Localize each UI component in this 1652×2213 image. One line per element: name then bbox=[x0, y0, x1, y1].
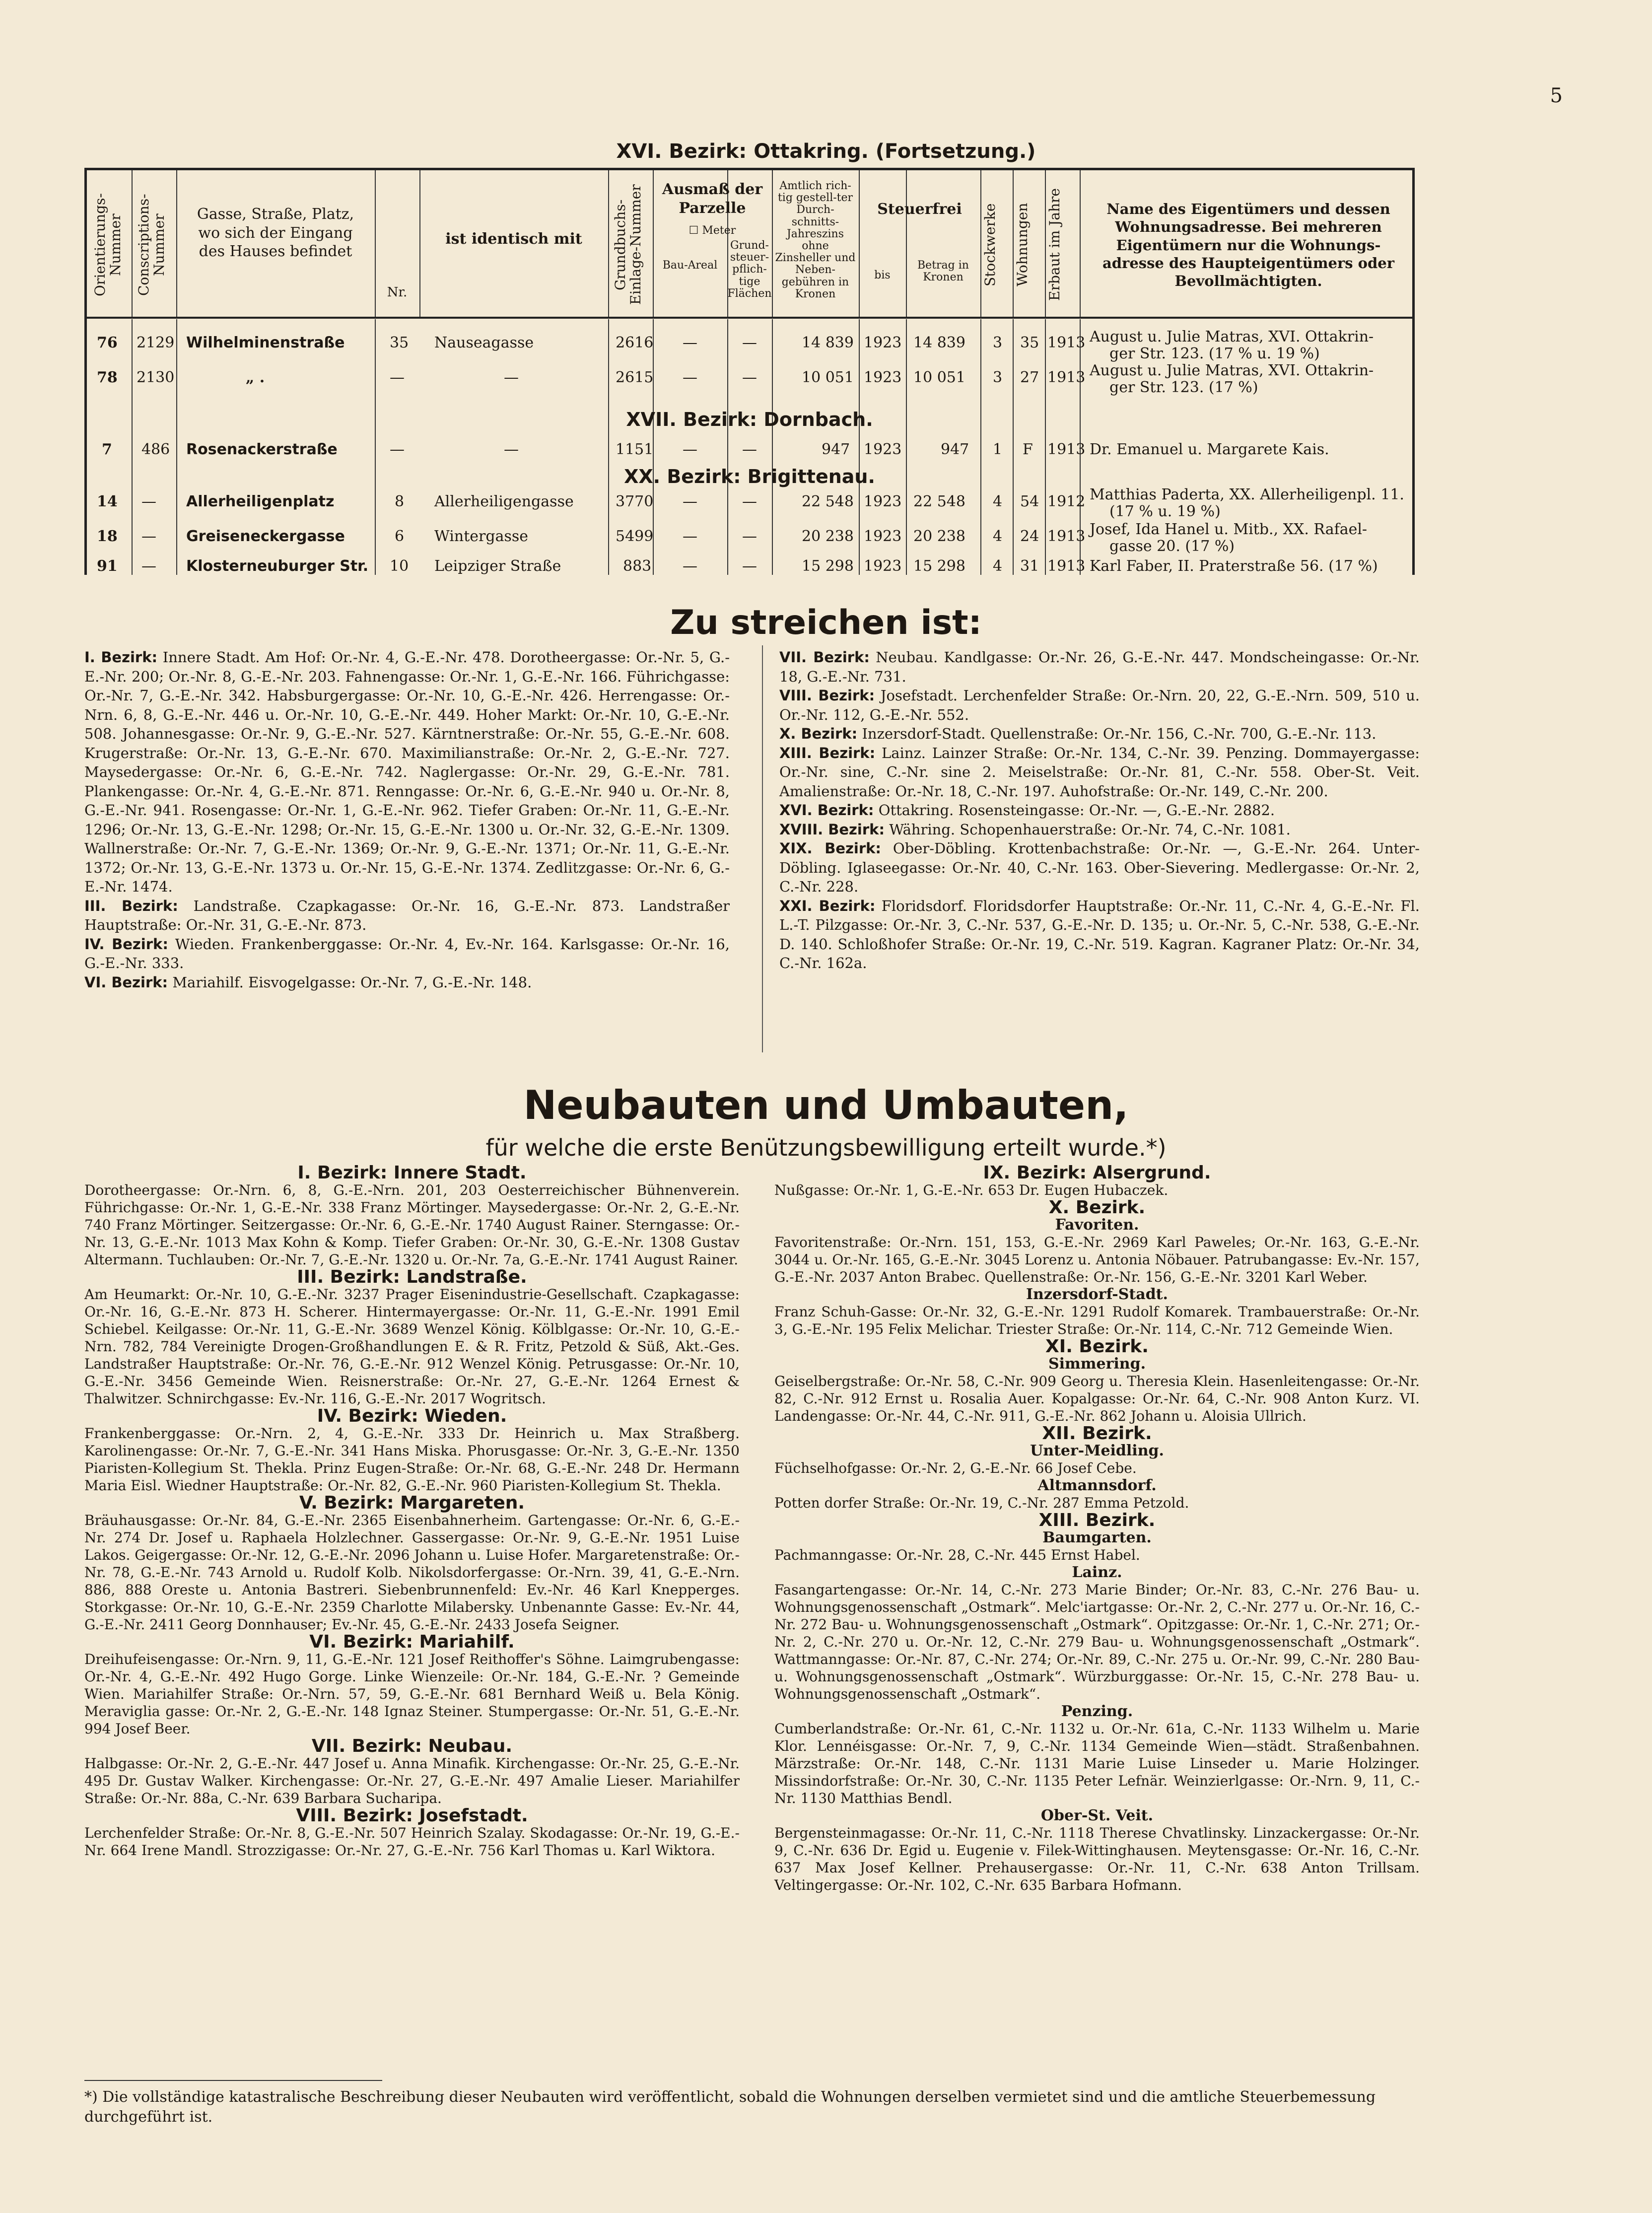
locality-heading: Ober-St. Veit. bbox=[1040, 1807, 1154, 1824]
list-item: Am Heumarkt: Or.-Nr. 10, G.-E.-Nr. 3237 Prager Eisenindustrie-Gesellschaft. Czapkagasse: Or.-Nr. 16, G.-E.-Nr. 873 H. Scherer. Hintermayergasse: Or.-Nr. 11, G.-E.-Nr. 1991 Emil Schiebel. Keilgasse: Or.-Nr. 11, G.-E.-Nr. 3689 Wenzel König. Kölblgasse: Or.-Nr. 10, G.-E.-Nrn. 782, 784 Vereinigte Drogen-Großhandlungen E. & R. Fritz, Petzold & Süß, Akt.-Ges. Landstraßer Hauptstraße: Or.-Nr. 76, G.-E.-Nr. 912 Wenzel König. Petrusgasse: Or.-Nr. 10, G.-E.-Nr. 3456 Gemeinde Wien. Reisnerstraße: Or.-Nr. 27, G.-E.-Nr. 1264 Ernest & Thalwitzer. Schnirchgasse: Ev.-Nr. 116, G.-E.-Nr. 2017 Wogritsch. bbox=[84, 1286, 740, 1407]
table-row: 14 — Allerheiligenplatz 8 Allerheiligengasse 3770 — — 22 548 1923 22 548 4 54 1912 Matthias Paderta, XX. Allerheiligenpl. 11. (17 % u. 19 %) bbox=[97, 486, 1404, 520]
district-heading: V. Bezirk: Margareten. bbox=[299, 1493, 525, 1513]
table-row: 76 2129 Wilhelminenstraße 35 Nauseagasse 2616 — — 14 839 1923 14 839 3 35 1913 August u. Julie Matras, XVI. Ottakrin- ger Str. 123. (17 % u. 19 %) bbox=[97, 328, 1374, 362]
col-nr: Nr. bbox=[387, 285, 408, 300]
table-title: XVI. Bezirk: Ottakring. (Fortsetzung.) bbox=[616, 140, 1036, 163]
district-heading: IX. Bezirk: Alsergrund. bbox=[983, 1163, 1211, 1183]
locality-heading: Baumgarten. bbox=[1042, 1529, 1152, 1546]
list-item: Dreihufeisengasse: Or.-Nrn. 9, 11, G.-E.-Nr. 121 Josef Reithoffer's Söhne. Laimgrubengasse: Or.-Nr. 4, G.-E.-Nr. 492 Hugo Gorge. Linke Wienzeile: Or.-Nr. 184, G.-E.-Nr. ? Gemeinde Wien. Mariahilfer Straße: Or.-Nrn. 57, 59, G.-E.-Nr. 681 Bernhard Weiß u. Bela König. Meraviglia gasse: Or.-Nr. 2, G.-E.-Nr. 148 Ignaz Steiner. Stumpergasse: Or.-Nr. 51, G.-E.-Nr. 994 Josef Beer. bbox=[84, 1651, 740, 1737]
list-item: Halbgasse: Or.-Nr. 2, G.-E.-Nr. 447 Josef u. Anna Minafik. Kirchengasse: Or.-Nr. 25, G.-E.-Nr. 495 Dr. Gustav Walker. Kirchengasse: Or.-Nr. 27, G.-E.-Nr. 497 Amalie Lieser. Mariahilfer Straße: Or.-Nr. 88a, C.-Nr. 639 Barbara Sucharipa. bbox=[84, 1755, 740, 1806]
list-item: XIX. Bezirk: Ober-Döbling. Krottenbachstraße: Or.-Nr. —, G.-E.-Nr. 264. Unter-Döbling. Iglaseegasse: Or.-Nr. 40, C.-Nr. 163. Ober-Sievering. Medlergasse: Or.-Nr. 2, C.-Nr. 228. bbox=[779, 840, 1420, 895]
locality-heading: Favoriten. bbox=[1055, 1216, 1139, 1234]
list-item: Fasangartengasse: Or.-Nr. 14, C.-Nr. 273 Marie Binder; Or.-Nr. 83, C.-Nr. 276 Bau- u. Wohnungsgenossenschaft „Ostmark“. Melc'iartgasse: Or.-Nr. 2, C.-Nr. 277 u. Or.-Nr. 16, C.-Nr. 272 Bau- u. Wohnungsgenossenschaft „Ostmark“. Opitzgasse: Or.-Nr. 1, C.-Nr. 271; Or.-Nr. 2, C.-Nr. 270 u. Or.-Nr. 12, C.-Nr. 279 Bau- u. Wohnungsgenossenschaft „Ostmark“. Wattmanngasse: Or.-Nr. 87, C.-Nr. 274; Or.-Nr. 89, C.-Nr. 275 u. Or.-Nr. 99, C.-Nr. 280 Bau- u. Wohnungsgenossenschaft „Ostmark“. Würzburggasse: Or.-Nr. 15, C.-Nr. 278 Bau- u. Wohnungsgenossenschaft „Ostmark“. bbox=[774, 1582, 1420, 1702]
district-heading: XI. Bezirk. bbox=[1045, 1336, 1149, 1357]
table-row: 91 — Klosterneuburger Str. 10 Leipziger Straße 883 — — 15 298 1923 15 298 4 31 1913 Karl Faber, II. Praterstraße 56. (17 %) bbox=[97, 557, 1378, 575]
locality-heading: Altmannsdorf. bbox=[1037, 1477, 1157, 1494]
list-item: Cumberlandstraße: Or.-Nr. 61, C.-Nr. 1132 u. Or.-Nr. 61a, C.-Nr. 1133 Wilhelm u. Marie Klor. Lennéisgasse: Or.-Nr. 7, 9, C.-Nr. 1134 Gemeinde Wien—städt. Straßenbahnen. Märzstraße: Or.-Nr. 148, C.-Nr. 1131 Marie Luise Linseder u. Marie Holzinger. Missindorfstraße: Or.-Nr. 30, C.-Nr. 1135 Peter Lefnär. Weinzierlgasse: Or.-Nrn. 9, 11, C.-Nr. 1130 Matthias Bendl. bbox=[774, 1721, 1420, 1806]
col-amtlich: Amtlich rich-tig gestell-ter Durch-schnitts-Jahreszins ohne Zinsheller und Neben-gebühren in Kronen bbox=[775, 180, 856, 300]
district-heading: VI. Bezirk: Mariahilf. bbox=[309, 1632, 515, 1652]
locality-heading: Simmering. bbox=[1048, 1355, 1146, 1373]
list-item: VIII. Bezirk: Josefstadt. Lerchenfelder Straße: Or.-Nrn. 20, 22, G.-E.-Nrn. 509, 510 u. Or.-Nr. 112, G.-E.-Nr. 552. bbox=[779, 687, 1420, 723]
list-item: VI. Bezirk: Mariahilf. Eisvogelgasse: Or.-Nr. 7, G.-E.-Nr. 148. bbox=[84, 973, 532, 991]
col-steuerfrei: Steuerfrei bbox=[877, 201, 962, 218]
col-ausmass: Ausmaß der Parzelle bbox=[662, 181, 763, 217]
list-item: Franz Schuh-Gasse: Or.-Nr. 32, G.-E.-Nr. 1291 Rudolf Komarek. Trambauerstraße: Or.-Nr. 3, G.-E.-Nr. 195 Felix Melichar. Triester Straße: Or.-Nr. 114, C.-Nr. 712 Gemeinde Wien. bbox=[774, 1304, 1420, 1337]
list-item: III. Bezirk: Landstraße. Czapkagasse: Or.-Nr. 16, G.-E.-Nr. 873. Landstraßer Hauptstraße: Or.-Nr. 31, G.-E.-Nr. 873. bbox=[84, 897, 730, 933]
col-orientierung: Orientierungs-Nummer bbox=[92, 193, 124, 296]
locality-heading: Unter-Meidling. bbox=[1030, 1442, 1164, 1459]
col-stockwerke: Stockwerke bbox=[982, 203, 998, 286]
strike-title: Zu streichen ist: bbox=[670, 603, 982, 642]
list-item: Frankenberggasse: Or.-Nrn. 2, 4, G.-E.-Nr. 333 Dr. Heinrich u. Max Straßberg. Karolinengasse: Or.-Nr. 7, G.-E.-Nr. 341 Hans Miska. Phorusgasse: Or.-Nr. 3, G.-E.-Nr. 1350 Piaristen-Kollegium St. Thekla. Prinz Eugen-Straße: Or.-Nr. 68, G.-E.-Nr. 248 Dr. Hermann Maria Eisl. Wiedner Hauptstraße: Or.-Nr. 82, G.-E.-Nr. 960 Piaristen-Kollegium St. Thekla. bbox=[84, 1425, 740, 1494]
list-item: Bergensteinmagasse: Or.-Nr. 11, C.-Nr. 1118 Therese Chvatlinsky. Linzackergasse: Or.-Nr. 9, C.-Nr. 636 Dr. Egid u. Eugenie v. Filek-Wittinghausen. Meytensgasse: Or.-Nr. 16, C.-Nr. 637 Max Josef Kellner. Prehausergasse: Or.-Nr. 11, C.-Nr. 638 Anton Trillsam. Veltingergasse: Or.-Nr. 102, C.-Nr. 635 Barbara Hofmann. bbox=[774, 1825, 1420, 1893]
strike-left-column bbox=[84, 648, 730, 992]
col-conscription: Conscriptions-Nummer bbox=[136, 194, 167, 296]
locality-heading: Inzersdorf-Stadt. bbox=[1026, 1286, 1168, 1303]
page-number: 5 bbox=[1550, 84, 1563, 107]
district-heading: X. Bezirk. bbox=[1048, 1197, 1146, 1218]
col-betrag: Betrag in Kronen bbox=[917, 259, 969, 284]
col-bauareal: Bau-Areal bbox=[662, 259, 718, 272]
district-heading: VIII. Bezirk: Josefstadt. bbox=[296, 1805, 528, 1826]
neubauten-subtitle: für welche die erste Benützungsbewilligung erteilt wurde.*) bbox=[485, 1134, 1167, 1161]
col-bis: bis bbox=[874, 269, 891, 281]
list-item: Geiselbergstraße: Or.-Nr. 58, C.-Nr. 909 Georg u. Theresia Klein. Hasenleitengasse: Or.-Nr. 82, C.-Nr. 912 Ernst u. Rosalia Auer. Kopalgasse: Or.-Nr. 64, C.-Nr. 908 Anton Kurz. VI. Landengasse: Or.-Nr. 44, C.-Nr. 911, G.-E.-Nr. 862 Johann u. Aloisia Ullrich. bbox=[774, 1373, 1420, 1424]
list-item: Lerchenfelder Straße: Or.-Nr. 8, G.-E.-Nr. 507 Heinrich Szalay. Skodagasse: Or.-Nr. 19, G.-E.-Nr. 664 Irene Mandl. Strozzigasse: Or.-Nr. 27, G.-E.-Nr. 756 Karl Thomas u. Karl Wiktora. bbox=[84, 1825, 740, 1859]
strike-right-column bbox=[779, 648, 1420, 973]
section-xvii: XVII. Bezirk: Dornbach. bbox=[626, 409, 873, 430]
list-item: Pachmanngasse: Or.-Nr. 28, C.-Nr. 445 Ernst Habel. bbox=[774, 1547, 1140, 1563]
table-row: 18 — Greiseneckergasse 6 Wintergasse 5499 — — 20 238 1923 20 238 4 24 1913 Josef, Ida Hanel u. Mitb., XX. Rafael- gasse 20. (17 %) bbox=[97, 521, 1368, 555]
col-gasse: Gasse, Straße, Platz, wo sich der Eingang des Hauses befindet bbox=[197, 206, 354, 260]
list-item: Bräuhausgasse: Or.-Nr. 84, G.-E.-Nr. 2365 Eisenbahnerheim. Gartengasse: Or.-Nr. 6, G.-E.-Nr. 274 Dr. Josef u. Raphaela Holzlechner. Gassergasse: Or.-Nr. 9, G.-E.-Nr. 1951 Luise Lakos. Geigergasse: Or.-Nr. 12, G.-E.-Nr. 2096 Johann u. Luise Hofer. Margaretenstraße: Or.-Nr. 78, G.-E.-Nr. 743 Arnold u. Rudolf Kolb. Nikolsdorfergasse: Or.-Nrn. 39, 41, G.-E.-Nrn. 886, 888 Oreste u. Antonia Bastreri. Siebenbrunnenfeld: Ev.-Nr. 46 Karl Knepperges. Storkgasse: Or.-Nr. 10, G.-E.-Nr. 2359 Charlotte Milabersky. Unbenannte Gasse: Ev.-Nr. 44, G.-E.-Nr. 2411 Georg Donnhauser; Ev.-Nr. 45, G.-E.-Nr. 2433 Josefa Seigner. bbox=[84, 1512, 740, 1633]
list-item: XXI. Bezirk: Floridsdorf. Floridsdorfer Hauptstraße: Or.-Nr. 11, C.-Nr. 4, G.-E.-Nr. Fl. L.-T. Pilzgasse: Or.-Nr. 3, C.-Nr. 537, G.-E.-Nr. D. 135; u. Or.-Nr. 5, C.-Nr. 538, G.-E.-Nr. D. 140. Schloßhofer Straße: Or.-Nr. 19, C.-Nr. 519. Kagran. Kagraner Platz: Or.-Nr. 34, C.-Nr. 162a. bbox=[779, 897, 1420, 971]
col-name: Name des Eigentümers und dessen Wohnungsadresse. Bei mehreren Eigentümern nur die Wohnungs-adresse des Haupteigentümers oder Bevollmächtigten. bbox=[1102, 201, 1395, 289]
neubauten-left-column bbox=[84, 1164, 740, 1859]
section-xx: XX. Bezirk: Brigittenau. bbox=[624, 466, 875, 487]
list-item: XVI. Bezirk: Ottakring. Rosensteingasse: Or.-Nr. —, G.-E.-Nr. 2882. bbox=[779, 802, 1275, 819]
list-item: XIII. Bezirk: Lainz. Lainzer Straße: Or.-Nr. 134, C.-Nr. 39. Penzing. Dommayergasse: Or.-Nr. sine, C.-Nr. sine 2. Meiselstraße: Or.-Nr. 81, C.-Nr. 558. Ober-St. Veit. Amalienstraße: Or.-Nr. 18, C.-Nr. 197. Auhofstraße: Or.-Nr. 149, C.-Nr. 200. bbox=[779, 744, 1420, 800]
list-item: XVIII. Bezirk: Währing. Schopenhauerstraße: Or.-Nr. 74, C.-Nr. 1081. bbox=[779, 821, 1291, 838]
list-item: Füchselhofgasse: Or.-Nr. 2, G.-E.-Nr. 66 Josef Cebe. bbox=[774, 1460, 1137, 1476]
col-grundbuch: Grundbuchs-Einlage-Nummer bbox=[612, 184, 644, 305]
list-item: Dorotheergasse: Or.-Nrn. 6, 8, G.-E.-Nrn. 201, 203 Oesterreichischer Bühnenverein. Führichgasse: Or.-Nr. 1, G.-E.-Nr. 338 Franz Mörtinger. Maysedergasse: Or.-Nr. 2, G.-E.-Nr. 740 Franz Mörtinger. Seitzergasse: Or.-Nr. 6, G.-E.-Nr. 1740 August Rainer. Sterngasse: Or.-Nr. 13, G.-E.-Nr. 1013 Max Kohn & Komp. Tiefer Graben: Or.-Nr. 30, G.-E.-Nr. 1308 Gustav Altermann. Tuchlauben: Or.-Nr. 7, G.-E.-Nr. 1320 u. Or.-Nr. 7a, G.-E.-Nr. 1741 August Rainer. bbox=[84, 1182, 740, 1268]
district-heading: III. Bezirk: Landstraße. bbox=[297, 1267, 527, 1287]
col-meter: ☐ Meter bbox=[688, 224, 736, 237]
district-heading: I. Bezirk: Innere Stadt. bbox=[297, 1163, 527, 1183]
district-heading: VII. Bezirk: Neubau. bbox=[311, 1736, 513, 1756]
list-item: Favoritenstraße: Or.-Nrn. 151, 153, G.-E.-Nr. 2969 Karl Paweles; Or.-Nr. 163, G.-E.-Nr. 3044 u. Or.-Nr. 165, G.-E.-Nr. 3045 Lorenz u. Antonia Nöbauer. Patrubangasse: Ev.-Nr. 157, G.-E.-Nr. 2037 Anton Brabec. Quellenstraße: Or.-Nr. 156, G.-E.-Nr. 3201 Karl Weber. bbox=[774, 1234, 1420, 1285]
list-item: Potten dorfer Straße: Or.-Nr. 19, C.-Nr. 287 Emma Petzold. bbox=[774, 1495, 1189, 1511]
list-item: Nußgasse: Or.-Nr. 1, G.-E.-Nr. 653 Dr. Eugen Hubaczek. bbox=[774, 1182, 1169, 1198]
district-heading: IV. Bezirk: Wieden. bbox=[317, 1406, 507, 1426]
locality-heading: Penzing. bbox=[1061, 1703, 1133, 1720]
neubauten-right-column bbox=[774, 1164, 1420, 1894]
list-item: I. Bezirk: Innere Stadt. Am Hof: Or.-Nr. 4, G.-E.-Nr. 478. Dorotheergasse: Or.-Nr. 5, G.-E.-Nr. 200; Or.-Nr. 8, G.-E.-Nr. 203. Fahnengasse: Or.-Nr. 1, G.-E.-Nr. 166. Führichgasse: Or.-Nr. 7, G.-E.-Nr. 342. Habsburgergasse: Or.-Nr. 10, G.-E.-Nr. 426. Herrengasse: Or.-Nrn. 6, 8, G.-E.-Nr. 446 u. Or.-Nr. 10, G.-E.-Nr. 449. Hoher Markt: Or.-Nr. 10, G.-E.-Nr. 508. Johannesgasse: Or.-Nr. 9, G.-E.-Nr. 527. Kärntnerstraße: Or.-Nr. 55, G.-E.-Nr. 608. Krugerstraße: Or.-Nr. 13, G.-E.-Nr. 670. Maximilianstraße: Or.-Nr. 2, G.-E.-Nr. 727. Maysedergasse: Or.-Nr. 6, G.-E.-Nr. 742. Naglergasse: Or.-Nr. 29, G.-E.-Nr. 781. Plankengasse: Or.-Nr. 4, G.-E.-Nr. 871. Renngasse: Or.-Nr. 6, G.-E.-Nr. 940 u. Or.-Nr. 8, G.-E.-Nr. 941. Rosengasse: Or.-Nr. 1, G.-E.-Nr. 962. Tiefer Graben: Or.-Nr. 11, G.-E.-Nr. 1296; Or.-Nr. 13, G.-E.-Nr. 1298; Or.-Nr. 15, G.-E.-Nr. 1300 u. Or.-Nr. 32, G.-E.-Nr. 1309. Wallnerstraße: Or.-Nr. 7, G.-E.-Nr. 1369; Or.-Nr. 9, G.-E.-Nr. 1371; Or.-Nr. 11, G.-E.-Nr. 1372; Or.-Nr. 13, G.-E.-Nr. 1373 u. Or.-Nr. 15, G.-E.-Nr. 1374. Zedlitzgasse: Or.-Nr. 6, G.-E.-Nr. 1474. bbox=[84, 649, 730, 895]
table-row: 7 486 Rosenackerstraße — — 1151 — — 947 1923 947 1 F 1913 Dr. Emanuel u. Margarete Kais. bbox=[102, 441, 1329, 458]
locality-heading: Lainz. bbox=[1072, 1564, 1122, 1581]
neubauten-title: Neubauten und Umbauten, bbox=[523, 1082, 1129, 1128]
col-identisch: ist identisch mit bbox=[445, 230, 582, 248]
list-item: VII. Bezirk: Neubau. Kandlgasse: Or.-Nr. 26, G.-E.-Nr. 447. Mondscheingasse: Or.-Nr. 18, G.-E.-Nr. 731. bbox=[779, 649, 1420, 685]
table-row: 78 2130 „ . — — 2615 — — 10 051 1923 10 051 3 27 1913 August u. Julie Matras, XVI. Ottakrin- ger Str. 123. (17 %) bbox=[97, 362, 1374, 396]
property-table bbox=[84, 168, 1415, 575]
list-item: IV. Bezirk: Wieden. Frankenberggasse: Or.-Nr. 4, Ev.-Nr. 164. Karlsgasse: Or.-Nr. 16, G.-E.-Nr. 333. bbox=[84, 935, 730, 971]
district-heading: XIII. Bezirk. bbox=[1038, 1510, 1156, 1530]
col-wohnungen: Wohnungen bbox=[1014, 203, 1031, 287]
col-grundsteuer: Grund-steuer-pflich-tige Flächen bbox=[727, 239, 772, 300]
list-item: X. Bezirk: Inzersdorf-Stadt. Quellenstraße: Or.-Nr. 156, C.-Nr. 700, G.-E.-Nr. 113. bbox=[779, 725, 1377, 742]
col-erbaut: Erbaut im Jahre bbox=[1046, 188, 1063, 301]
district-heading: XII. Bezirk. bbox=[1042, 1423, 1152, 1444]
footnote: *) Die vollständige katastralische Beschreibung dieser Neubauten wird veröffentlicht, sobald die Wohnungen derselben vermietet sind und die amtliche Steuerbemessung durchgeführt ist. bbox=[84, 2088, 1376, 2126]
